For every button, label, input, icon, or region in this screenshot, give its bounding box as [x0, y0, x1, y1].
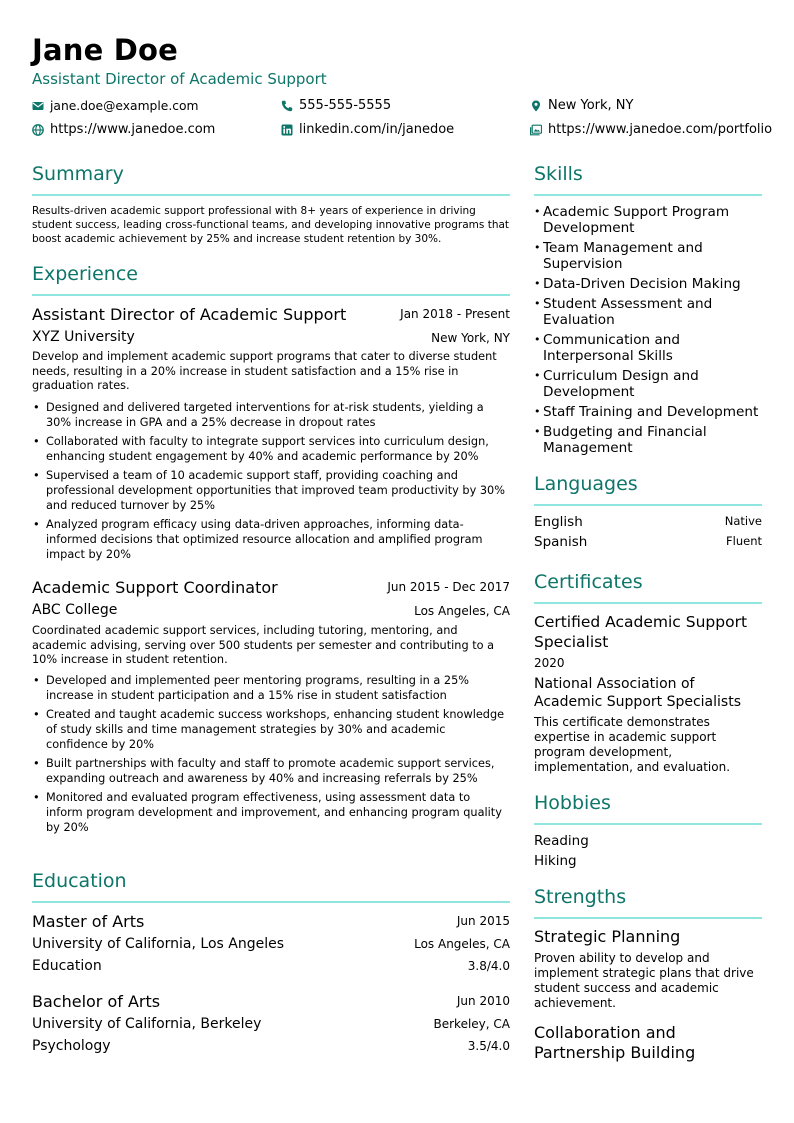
education-divider	[32, 901, 510, 903]
contact-website-text: https://www.janedoe.com	[50, 122, 216, 137]
education-date: Jun 2010	[456, 994, 510, 1008]
education-heading: Education	[32, 870, 127, 892]
job-date: Jan 2018 - Present	[400, 307, 510, 321]
summary-heading: Summary	[32, 163, 124, 185]
skill-item: • Data-Driven Decision Making	[534, 276, 762, 292]
skills-heading: Skills	[534, 163, 583, 185]
job-description: Develop and implement academic support programs that cater to diverse student needs, resulting in a 20% increase in student satisfaction and a 15% rise in graduation rates.	[32, 350, 497, 392]
language-row	[534, 514, 762, 530]
job-bullet-list	[32, 400, 510, 566]
candidate-name: Jane Doe	[32, 33, 179, 67]
job-bullet: • Collaborated with faculty to integrate support services into curriculum design, enhancing student engagement by 40% and academic performance by 20%	[32, 434, 510, 464]
hobbies-heading: Hobbies	[534, 792, 611, 814]
hobby-item: Reading	[534, 833, 589, 849]
skill-item: • Academic Support Program Development	[534, 204, 762, 236]
certificate-title: Certified Academic Support Specialist	[534, 613, 748, 651]
job-bullet: • Analyzed program efficacy using data-driven approaches, informing data-informed decisions that optimized resource allocation and amplified program impact by 20%	[32, 517, 510, 562]
language-level: Fluent	[726, 534, 762, 548]
hobby-item: Hiking	[534, 853, 577, 869]
job-bullet: • Monitored and evaluated program effectiveness, using assessment data to inform program development and improvement, and enhancing program quality by 20%	[32, 790, 510, 835]
strengths-heading: Strengths	[534, 886, 627, 908]
job-organization: ABC College	[32, 602, 118, 618]
phone-icon	[281, 100, 293, 112]
certificate-issuer: National Association of Academic Support Specialists	[534, 676, 741, 710]
summary-divider	[32, 194, 510, 196]
skill-item: • Team Management and Supervision	[534, 240, 762, 272]
education-field: Education	[32, 958, 102, 974]
language-level: Native	[724, 514, 762, 528]
envelope-icon	[32, 100, 44, 112]
job-description: Coordinated academic support services, including tutoring, mentoring, and academic advising, serving over 500 students per semester and contributing to a 10% increase in student retention.	[32, 624, 495, 666]
contact-location-text: New York, NY	[548, 98, 634, 113]
language-row	[534, 534, 762, 550]
job-bullet: • Built partnerships with faculty and staff to promote academic support services, expanding outreach and awareness by 40% and increasing referrals by 25%	[32, 756, 510, 786]
strength-description: Proven ability to develop and implement strategic plans that drive student success and academic achievement.	[534, 951, 754, 1010]
contact-website[interactable]	[32, 122, 215, 137]
job-bullet: • Designed and delivered targeted interventions for at-risk students, yielding a 30% increase in GPA and a 25% decrease in dropout rates	[32, 400, 510, 430]
contact-portfolio-text: https://www.janedoe.com/portfolio	[548, 122, 773, 137]
education-date: Jun 2015	[456, 914, 510, 928]
education-location: Los Angeles, CA	[414, 937, 510, 951]
globe-icon	[32, 124, 44, 136]
hobbies-divider	[534, 823, 762, 825]
education-field: Psychology	[32, 1038, 111, 1054]
candidate-headline: Assistant Director of Academic Support	[32, 70, 327, 88]
certificates-divider	[534, 602, 762, 604]
job-bullet: • Supervised a team of 10 academic support staff, providing coaching and professional development opportunities that improved team productivity by 30% and reduced turnover by 25%	[32, 468, 510, 513]
contact-location	[530, 98, 633, 113]
education-gpa: 3.5/4.0	[467, 1039, 510, 1053]
job-location: Los Angeles, CA	[414, 604, 510, 618]
job-date: Jun 2015 - Dec 2017	[387, 580, 510, 594]
certificate-date: 2020	[534, 656, 565, 670]
contact-linkedin-text: linkedin.com/in/janedoe	[299, 122, 455, 137]
education-degree: Master of Arts	[32, 912, 145, 931]
map-pin-icon	[530, 100, 542, 112]
strength-title: Strategic Planning	[534, 927, 681, 946]
education-school: University of California, Los Angeles	[32, 936, 285, 952]
strengths-divider	[534, 917, 762, 919]
language-name: English	[534, 514, 583, 530]
job-title: Assistant Director of Academic Support	[32, 305, 347, 324]
languages-heading: Languages	[534, 473, 638, 495]
linkedin-icon	[281, 124, 293, 136]
certificates-heading: Certificates	[534, 571, 643, 593]
skill-item: • Staff Training and Development	[534, 404, 762, 420]
contact-linkedin[interactable]	[281, 122, 454, 137]
experience-divider	[32, 294, 510, 296]
skills-divider	[534, 194, 762, 196]
certificate-description: This certificate demonstrates expertise in academic support program development, implementation, and evaluation.	[534, 715, 731, 774]
contact-phone[interactable]	[281, 98, 391, 113]
skill-item: • Curriculum Design and Development	[534, 368, 762, 400]
education-location: Berkeley, CA	[433, 1017, 510, 1031]
education-gpa: 3.8/4.0	[467, 959, 510, 973]
job-bullet: • Developed and implemented peer mentoring programs, resulting in a 25% increase in student participation and a 15% rise in student satisfaction	[32, 673, 510, 703]
language-name: Spanish	[534, 534, 588, 550]
skill-item: • Communication and Interpersonal Skills	[534, 332, 762, 364]
skills-list	[534, 204, 762, 460]
job-bullet-list	[32, 673, 510, 839]
portfolio-icon	[530, 124, 542, 136]
contact-email-text: jane.doe@example.com	[50, 99, 199, 113]
job-title: Academic Support Coordinator	[32, 578, 278, 597]
skill-item: • Student Assessment and Evaluation	[534, 296, 762, 328]
contact-email[interactable]	[32, 99, 199, 113]
contact-portfolio[interactable]	[530, 122, 772, 137]
languages-divider	[534, 504, 762, 506]
experience-heading: Experience	[32, 263, 138, 285]
education-degree: Bachelor of Arts	[32, 992, 161, 1011]
summary-text: Results-driven academic support professional with 8+ years of experience in driving student success, leading cross-functional teams, and developing innovative programs that boost academic achievement by 25% and increase student retention by 30%.	[32, 205, 510, 245]
job-location: New York, NY	[431, 331, 510, 345]
skill-item: • Budgeting and Financial Management	[534, 424, 762, 456]
education-school: University of California, Berkeley	[32, 1016, 262, 1032]
job-bullet: • Created and taught academic success workshops, enhancing student knowledge of study skills and time management strategies by 30% and academic confidence by 20%	[32, 707, 510, 752]
strength-title: Collaboration and Partnership Building	[534, 1023, 696, 1062]
job-organization: XYZ University	[32, 329, 135, 345]
contact-phone-text: 555-555-5555	[299, 98, 392, 113]
